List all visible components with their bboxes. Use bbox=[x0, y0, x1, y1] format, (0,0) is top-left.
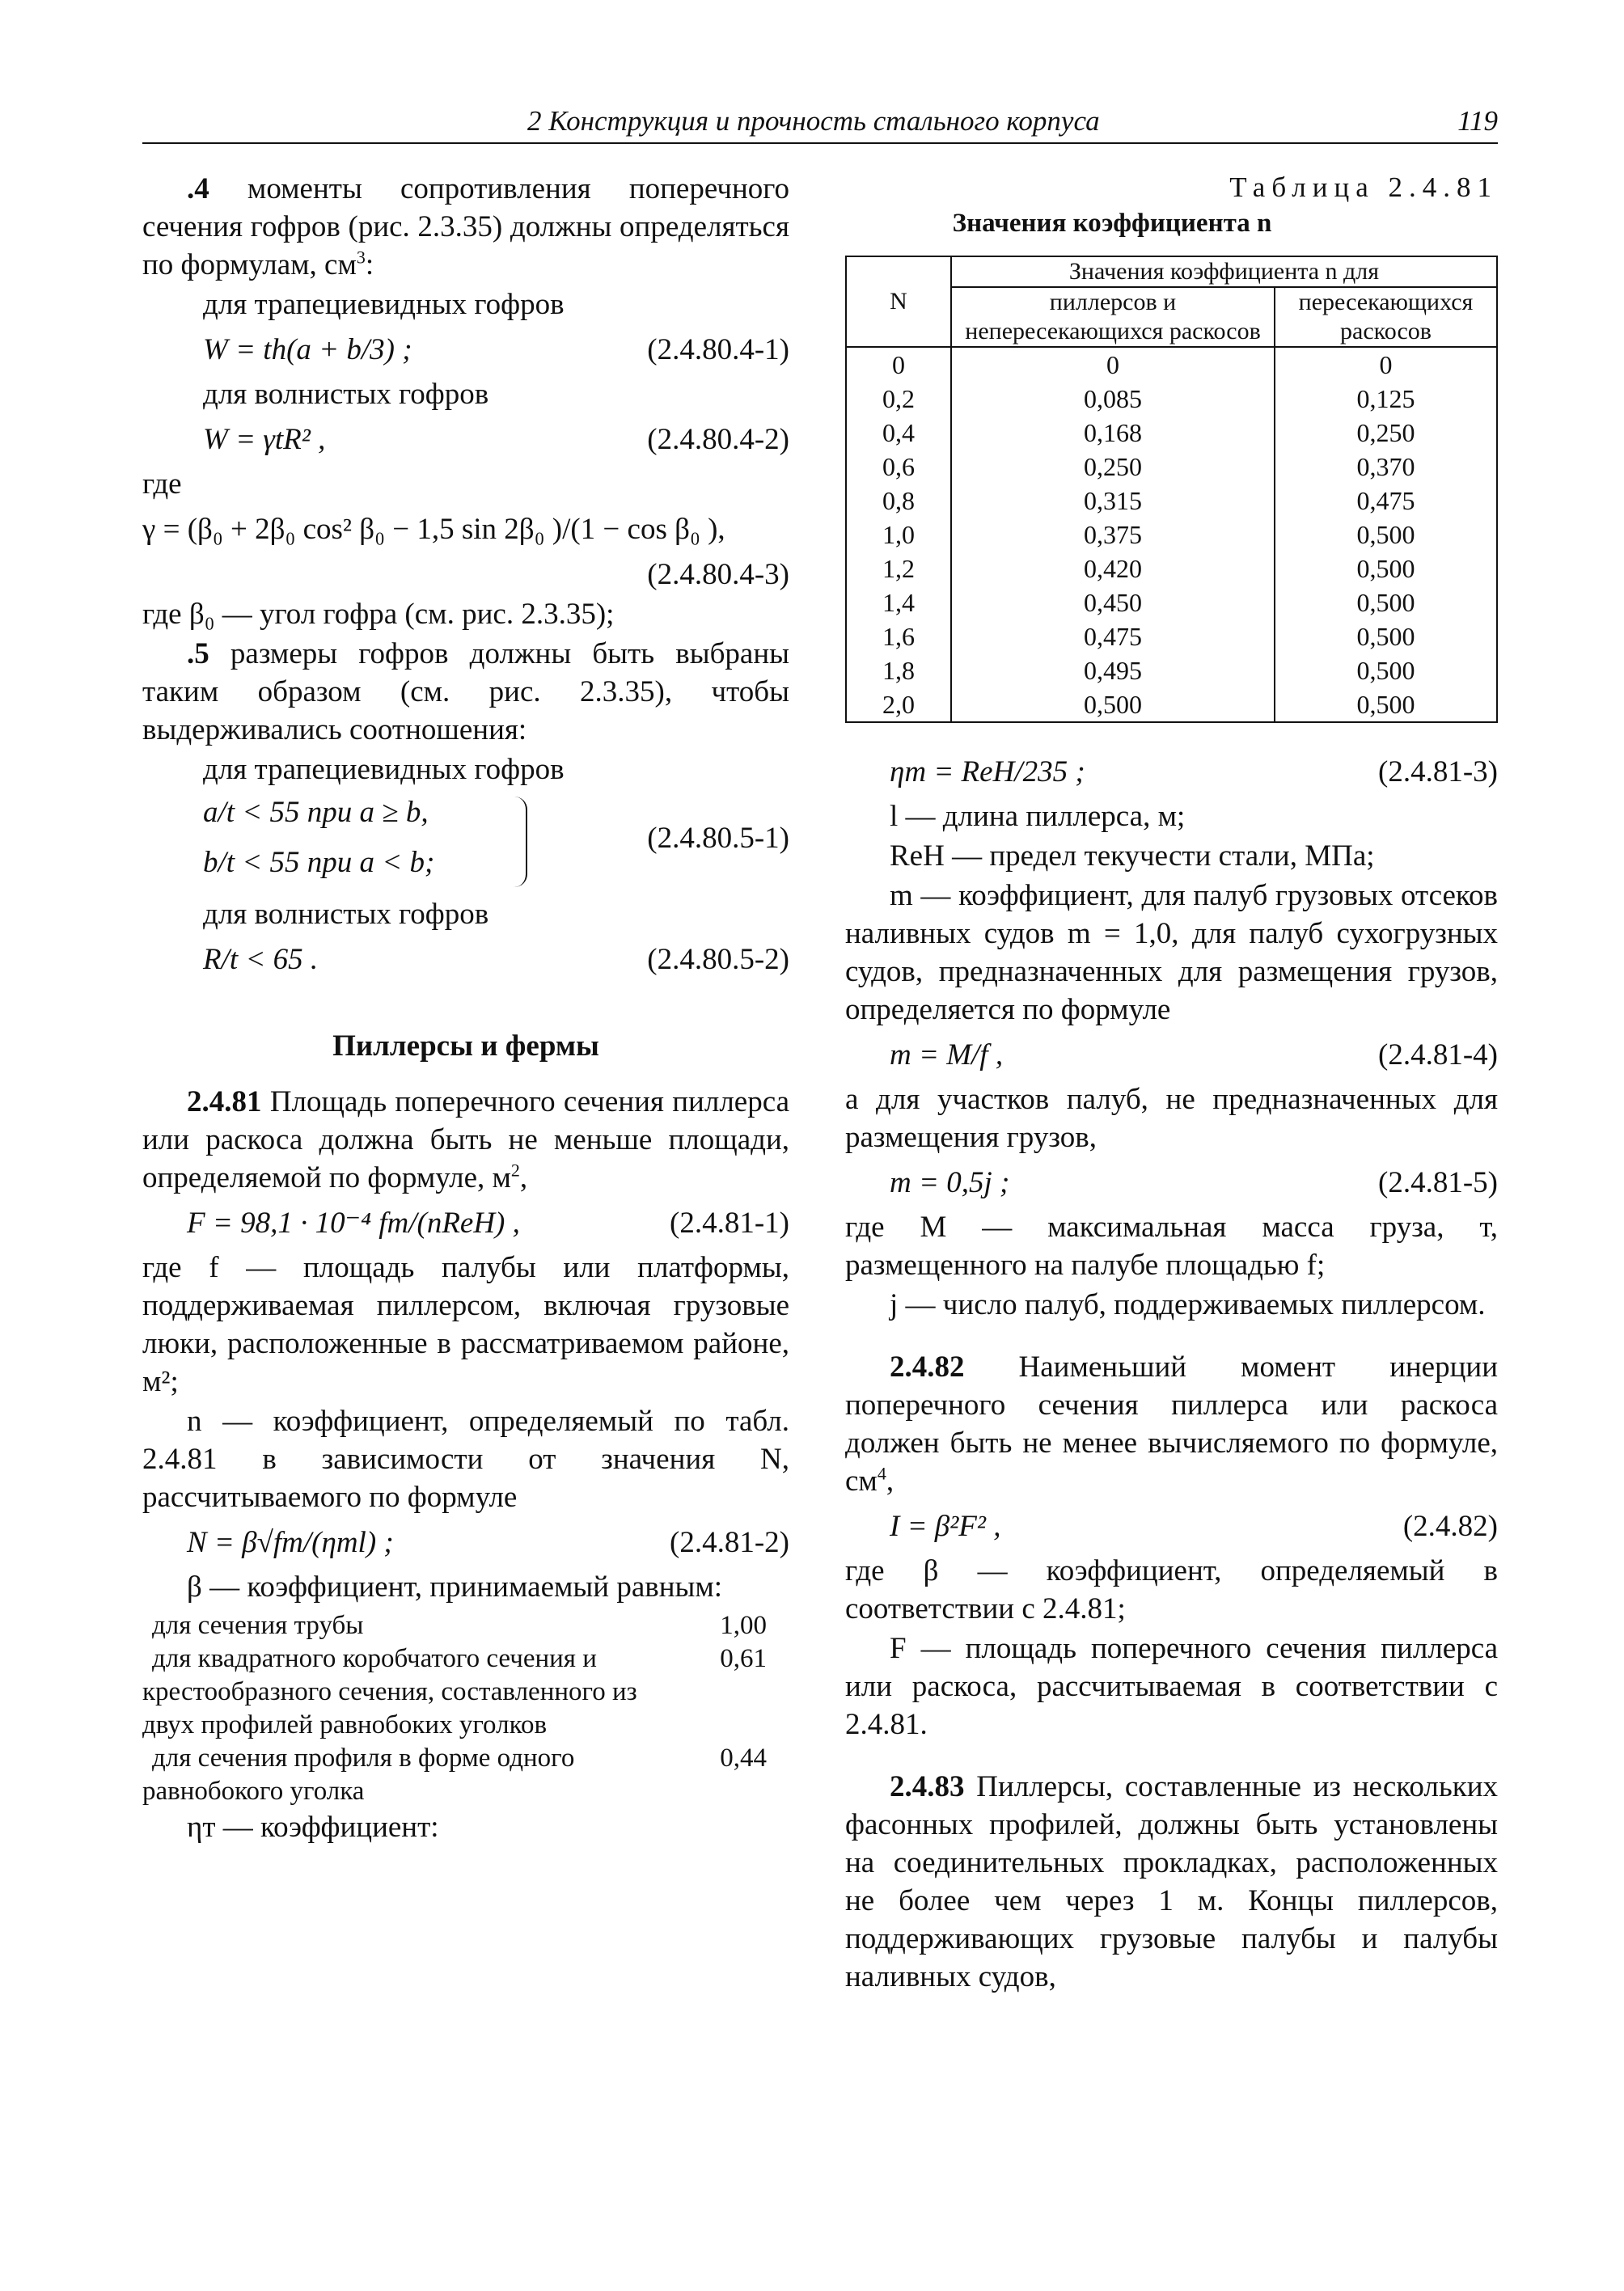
table-cell-pillars: 0 bbox=[951, 347, 1275, 382]
table-cell-pillars: 0,475 bbox=[951, 619, 1275, 653]
table-cell-pillars: 0,168 bbox=[951, 416, 1275, 450]
table-body bbox=[846, 347, 1497, 722]
beta-item-label: для сечения профиля в форме одного равнобокого уголка bbox=[142, 1744, 575, 1806]
table-header-N: N bbox=[846, 256, 951, 347]
clause-number: 2.4.82 bbox=[890, 1351, 965, 1384]
table-cell-N: 0 bbox=[846, 347, 951, 382]
clause-text: Пиллерсы, составленные из нескольких фасонных профилей, должны быть установлены на соединительных прокладках, расположенных не более чем через 1 м. Концы пиллерсов, поддерживающих грузовые палубы и палубы наливных судов, bbox=[845, 1770, 1499, 1993]
formula: m = 0,5j ; bbox=[890, 1166, 1010, 1199]
beta2-definition: где β — коэффициент, определяемый в соответствии с 2.4.81; bbox=[845, 1554, 1498, 1625]
formula: I = β²F² , bbox=[890, 1510, 1001, 1543]
table-row bbox=[846, 382, 1497, 416]
formula-2-4-81-3 bbox=[845, 747, 1498, 797]
left-column bbox=[142, 170, 789, 1848]
table-cell-N: 1,8 bbox=[846, 653, 951, 687]
table-cell-N: 0,4 bbox=[846, 416, 951, 450]
formula-number: (2.4.80.4-2) bbox=[647, 423, 789, 456]
f-definition: где f — площадь палубы или платформы, поддерживаемая пиллерсом, включая грузовые люки, расположенные в рассматриваемом районе, м²; bbox=[142, 1251, 789, 1398]
table-row bbox=[846, 416, 1497, 450]
formula: N = β√fm/(ηтl) ; bbox=[187, 1526, 394, 1559]
table-cell-pillars: 0,085 bbox=[951, 382, 1275, 416]
reh-definition: ReH — предел текучести стали, МПа; bbox=[890, 839, 1375, 873]
j-definition: j — число палуб, поддерживаемых пиллерсом. bbox=[890, 1288, 1486, 1321]
formula-2-4-80-4-3 bbox=[142, 505, 789, 555]
clause-text: Наименьший момент инерции поперечного сечения пиллерса или раскоса должен быть не менее вычисляемого по формуле, см bbox=[845, 1351, 1498, 1498]
clause-number: 2.4.81 bbox=[187, 1085, 262, 1118]
table-row bbox=[846, 653, 1497, 687]
clause-number: .5 bbox=[187, 637, 209, 670]
table-row bbox=[846, 619, 1497, 653]
table-title: Значения коэффициента n bbox=[952, 209, 1272, 238]
m-definition: m — коэффициент, для палуб грузовых отсеков наливных судов m = 1,0, для палуб сухогрузных судов, предназначенных для размещения грузов, определяется по формуле bbox=[845, 879, 1498, 1026]
table-cell-N: 1,0 bbox=[846, 518, 951, 552]
formula-2-4-80-4-2 bbox=[142, 415, 789, 465]
paragraph-2-4-83 bbox=[845, 1768, 1498, 1996]
formula-2-4-81-2 bbox=[142, 1518, 789, 1568]
coefficient-table bbox=[845, 256, 1498, 723]
table-cell-N: 0,6 bbox=[846, 450, 951, 484]
unit-superscript: 3 bbox=[356, 247, 366, 268]
table-cell-crossing: 0,125 bbox=[1275, 382, 1497, 416]
beta-item-label: для сечения трубы bbox=[152, 1611, 364, 1640]
formula-number: (2.4.80.4-3) bbox=[647, 558, 789, 591]
table-cell-crossing: 0,500 bbox=[1275, 518, 1497, 552]
formula: m = M/f , bbox=[890, 1038, 1004, 1072]
table-cell-N: 1,6 bbox=[846, 619, 951, 653]
table-cell-crossing: 0,500 bbox=[1275, 619, 1497, 653]
table-cell-pillars: 0,500 bbox=[951, 687, 1275, 722]
table-cell-N: 2,0 bbox=[846, 687, 951, 722]
list-item bbox=[142, 1642, 789, 1742]
punct: , bbox=[886, 1465, 894, 1498]
table-cell-N: 1,4 bbox=[846, 585, 951, 619]
formula-number: (2.4.81-5) bbox=[1378, 1166, 1498, 1199]
table-cell-crossing: 0,500 bbox=[1275, 552, 1497, 585]
table-group-header: Значения коэффициента n для bbox=[951, 256, 1497, 287]
table-row bbox=[846, 687, 1497, 722]
running-header bbox=[142, 102, 1498, 144]
formula-row: b/t < 55 при a < b; bbox=[203, 846, 435, 879]
formula-row: a/t < 55 при a ≥ b, bbox=[203, 796, 429, 829]
table-cell-crossing: 0,500 bbox=[1275, 585, 1497, 619]
clause-text: моменты сопротивления поперечного сечения гофров (рис. 2.3.35) должны определяться по формулам, см bbox=[142, 172, 790, 281]
wave-label: для волнистых гофров bbox=[203, 898, 489, 931]
table-cell-pillars: 0,250 bbox=[951, 450, 1275, 484]
paragraph-2-4-82 bbox=[845, 1348, 1498, 1500]
table-row bbox=[846, 347, 1497, 382]
l-definition: l — длина пиллерса, м; bbox=[890, 800, 1186, 833]
n-definition: n — коэффициент, определяемый по табл. 2.4.81 в зависимости от значения N, рассчитываемого по формуле bbox=[142, 1405, 789, 1514]
table-cell-N: 0,8 bbox=[846, 484, 951, 518]
table-cell-pillars: 0,375 bbox=[951, 518, 1275, 552]
formula: W = th(a + b/3) ; bbox=[203, 333, 412, 366]
formula-2-4-82 bbox=[845, 1502, 1498, 1552]
table-cell-N: 0,2 bbox=[846, 382, 951, 416]
unit-superscript: 4 bbox=[877, 1463, 886, 1484]
trap-label: для трапециевидных гофров bbox=[203, 753, 565, 786]
table-caption: Таблица 2.4.81 bbox=[1229, 171, 1498, 203]
beta0-definition: где β₀ — угол гофра (см. рис. 2.3.35); bbox=[142, 598, 615, 631]
trap-label: для трапециевидных гофров bbox=[203, 288, 565, 321]
table-row bbox=[846, 585, 1497, 619]
beta-item-value: 0,61 bbox=[720, 1644, 767, 1673]
table-cell-crossing: 0 bbox=[1275, 347, 1497, 382]
table-header-pillars: пиллерсов и непересекающихся раскосов bbox=[951, 287, 1275, 347]
punct: , bbox=[519, 1161, 528, 1194]
where-label: где bbox=[142, 467, 182, 501]
wave-label: для волнистых гофров bbox=[203, 378, 489, 411]
table-row bbox=[846, 484, 1497, 518]
M-definition: где M — максимальная масса груза, т, размещенного на палубе площадью f; bbox=[845, 1211, 1498, 1282]
formula-number: (2.4.81-2) bbox=[670, 1526, 789, 1559]
clause-number: .4 bbox=[187, 172, 209, 205]
formula-number: (2.4.81-3) bbox=[1378, 755, 1498, 788]
formula: R/t < 65 . bbox=[203, 943, 319, 976]
unit-superscript: 2 bbox=[510, 1160, 520, 1181]
list-item bbox=[142, 1742, 789, 1808]
paragraph-2-4-81 bbox=[142, 1083, 789, 1197]
formula-number: (2.4.81-4) bbox=[1378, 1038, 1498, 1072]
table-row bbox=[846, 518, 1497, 552]
table-cell-pillars: 0,420 bbox=[951, 552, 1275, 585]
paragraph-2-4-80-4 bbox=[142, 170, 789, 284]
formula-2-4-81-4 bbox=[845, 1030, 1498, 1080]
F-definition: F — площадь поперечного сечения пиллерса или раскоса, рассчитываемая в соответствии с 2.4.81. bbox=[845, 1632, 1498, 1741]
table-cell-pillars: 0,495 bbox=[951, 653, 1275, 687]
page-number: 119 bbox=[1457, 105, 1498, 137]
beta-item-value: 0,44 bbox=[720, 1744, 767, 1773]
formula-2-4-80-5-2 bbox=[142, 935, 789, 985]
formula-2-4-80-5-1 bbox=[142, 790, 789, 895]
formula-number: (2.4.81-1) bbox=[670, 1207, 789, 1240]
table-cell-crossing: 0,500 bbox=[1275, 653, 1497, 687]
table-cell-N: 1,2 bbox=[846, 552, 951, 585]
brace bbox=[514, 797, 527, 887]
table-row bbox=[846, 450, 1497, 484]
right-column bbox=[845, 170, 1498, 1997]
section-title: Пиллерсы и фермы bbox=[332, 1029, 599, 1063]
beta-definition: β — коэффициент, принимаемый равным: bbox=[187, 1570, 723, 1604]
formula-2-4-81-5 bbox=[845, 1158, 1498, 1208]
formula: W = γtR² , bbox=[203, 423, 326, 456]
beta-item-value: 1,00 bbox=[720, 1611, 767, 1640]
table-cell-crossing: 0,500 bbox=[1275, 687, 1497, 722]
formula-2-4-80-4-1 bbox=[142, 325, 789, 375]
m-text: а для участков палуб, не предназначенных для размещения грузов, bbox=[845, 1083, 1498, 1154]
formula-number: (2.4.80.4-1) bbox=[647, 333, 789, 366]
formula: ηm = ReH/235 ; bbox=[890, 755, 1085, 788]
eta-definition: ηт — коэффициент: bbox=[187, 1811, 439, 1844]
clause-text: Площадь поперечного сечения пиллерса или раскоса должна быть не меньше площади, определяемой по формуле, м bbox=[142, 1085, 789, 1194]
table-cell-crossing: 0,250 bbox=[1275, 416, 1497, 450]
formula-number: (2.4.82) bbox=[1402, 1510, 1498, 1543]
beta-item-label: для квадратного коробчатого сечения и крестообразного сечения, составленного из двух профилей равнобоких уголков bbox=[142, 1644, 637, 1739]
table-cell-crossing: 0,370 bbox=[1275, 450, 1497, 484]
formula-2-4-81-1 bbox=[142, 1198, 789, 1249]
formula: γ = (β₀ + 2β₀ cos² β₀ − 1,5 sin 2β₀ )/(1 − cos β₀ ), bbox=[142, 513, 725, 546]
header-title: 2 Конструкция и прочность стального корпуса bbox=[527, 105, 1100, 137]
clause-number: 2.4.83 bbox=[890, 1770, 965, 1803]
clause-text: размеры гофров должны быть выбраны таким образом (см. рис. 2.3.35), чтобы выдерживались соотношения: bbox=[142, 637, 789, 746]
formula: F = 98,1 · 10⁻⁴ fm/(nReH) , bbox=[187, 1207, 520, 1240]
beta-values-list bbox=[142, 1609, 789, 1808]
table-cell-crossing: 0,475 bbox=[1275, 484, 1497, 518]
formula-number: (2.4.80.5-2) bbox=[647, 943, 789, 976]
formula-number: (2.4.80.5-1) bbox=[647, 822, 789, 855]
table-cell-pillars: 0,450 bbox=[951, 585, 1275, 619]
table-cell-pillars: 0,315 bbox=[951, 484, 1275, 518]
table-row bbox=[846, 552, 1497, 585]
paragraph-2-4-80-5 bbox=[142, 635, 789, 749]
list-item bbox=[142, 1609, 789, 1642]
table-header-crossing: пересекающихся раскосов bbox=[1275, 287, 1497, 347]
punct: : bbox=[365, 248, 374, 281]
